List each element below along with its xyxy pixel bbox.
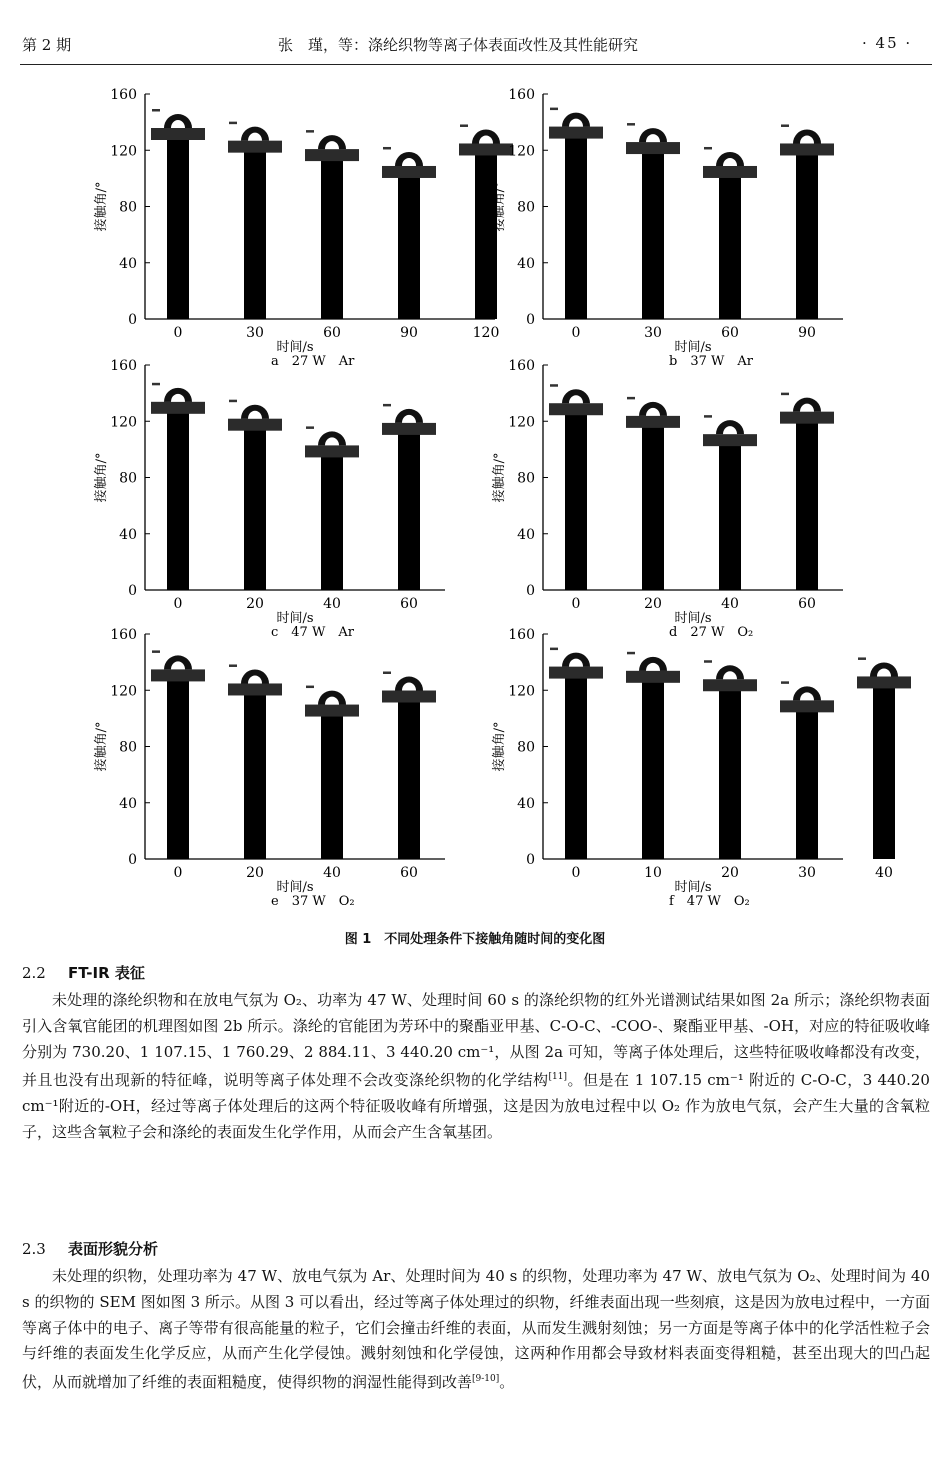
substrate-image — [305, 705, 359, 717]
chart-panel — [93, 627, 445, 909]
y-tick-label: 80 — [517, 199, 535, 216]
x-tick-label: 60 — [323, 325, 341, 341]
paragraph-text-cont: 。 — [499, 1373, 515, 1392]
scale-mark — [383, 404, 391, 407]
contact-angle-charts — [0, 70, 950, 950]
bar — [167, 413, 189, 590]
y-tick-label: 120 — [508, 414, 535, 431]
y-tick-label: 120 — [508, 683, 535, 700]
scale-mark — [152, 650, 160, 653]
x-tick-label: 120 — [472, 325, 500, 341]
x-tick-label: 60 — [721, 325, 739, 341]
substrate-image — [382, 691, 436, 703]
panel-subtitle: d 27 W O₂ — [669, 625, 754, 640]
scale-mark — [229, 122, 237, 125]
y-tick-label: 80 — [517, 739, 535, 756]
x-tick-label: 40 — [875, 865, 893, 881]
scale-mark — [550, 384, 558, 387]
y-tick-label: 0 — [526, 312, 535, 328]
y-axis-label: 接触角/° — [492, 181, 507, 232]
section-number: 2.2 — [22, 964, 46, 982]
x-axis-label: 时间/s — [276, 340, 314, 355]
scale-mark — [781, 393, 789, 396]
y-tick-label: 160 — [110, 87, 137, 103]
header-rule — [20, 64, 932, 65]
bar — [642, 153, 664, 319]
bar — [873, 687, 895, 859]
x-axis-label: 时间/s — [674, 880, 712, 895]
substrate-image — [780, 412, 834, 424]
scale-mark — [704, 660, 712, 663]
bar — [475, 154, 497, 319]
bar — [565, 414, 587, 590]
substrate-image — [228, 141, 282, 153]
substrate-image — [151, 669, 205, 681]
y-tick-label: 40 — [119, 255, 137, 272]
substrate-image — [305, 445, 359, 457]
x-tick-label: 30 — [644, 325, 662, 341]
section-number: 2.3 — [22, 1240, 46, 1258]
x-tick-label: 30 — [798, 865, 816, 881]
bar — [398, 702, 420, 860]
paragraph-morphology — [22, 1264, 930, 1396]
panel-subtitle: f 47 W O₂ — [669, 894, 750, 909]
scale-mark — [550, 648, 558, 651]
panel-subtitle: e 37 W O₂ — [271, 894, 355, 909]
bar — [642, 427, 664, 590]
bar — [796, 154, 818, 319]
substrate-image — [626, 416, 680, 428]
x-tick-label: 90 — [400, 325, 418, 341]
scale-mark — [152, 383, 160, 386]
x-tick-label: 10 — [644, 865, 662, 881]
y-tick-label: 40 — [517, 795, 535, 812]
scale-mark — [627, 652, 635, 655]
bar — [167, 139, 189, 319]
bar — [244, 430, 266, 590]
x-axis-label: 时间/s — [276, 611, 314, 626]
bar — [244, 694, 266, 859]
scale-mark — [306, 686, 314, 689]
x-tick-label: 0 — [173, 596, 183, 612]
scale-mark — [229, 400, 237, 403]
chart-panel — [491, 87, 843, 369]
paragraph-text: 未处理的织物，处理功率为 47 W、放电气氛为 Ar、处理时间为 40 s 的织物，处理功率为 47 W、放电气氛为 O₂、处理时间为 40 s 的织物的 SEM 图如图 3 所示。从图 3 可以看出，经过等离子体处理过的织物，纤维表面出现一些刻痕，这是因为放电过程中，一方面等离子体中的电子、离子等带有很高能量的粒子，它们会撞击纤维的表面，从而发生溅射刻蚀；另一方面是等离子体中的化学活性粒子会与纤维的表面发生化学反应，从而产生化学侵蚀。溅射刻蚀和化学侵蚀，这两种作用都会导致材料表面变得粗糙，甚至出现大的凹凸起伏，从而就增加了纤维的表面粗糙度，使得织物的润湿性能得到改善 — [22, 1267, 930, 1392]
scale-mark — [383, 147, 391, 150]
x-tick-label: 0 — [571, 596, 581, 612]
x-tick-label: 0 — [571, 865, 581, 881]
y-tick-label: 80 — [119, 199, 137, 216]
x-tick-label: 40 — [323, 865, 341, 881]
chart-panel — [491, 358, 843, 640]
y-tick-label: 0 — [526, 583, 535, 599]
substrate-image — [549, 127, 603, 139]
substrate-image — [151, 128, 205, 140]
x-tick-label: 40 — [323, 596, 341, 612]
scale-mark — [550, 108, 558, 111]
x-tick-label: 60 — [400, 596, 418, 612]
y-tick-label: 80 — [119, 739, 137, 756]
y-tick-label: 120 — [110, 143, 137, 160]
scale-mark — [306, 130, 314, 133]
bar — [244, 152, 266, 319]
x-tick-label: 20 — [644, 596, 662, 612]
substrate-image — [549, 667, 603, 679]
y-tick-label: 40 — [517, 255, 535, 272]
bar — [321, 160, 343, 319]
y-tick-label: 160 — [508, 627, 535, 643]
x-tick-label: 20 — [246, 865, 264, 881]
chart-panel — [93, 358, 445, 640]
section-heading-2-2 — [22, 962, 145, 983]
y-tick-label: 160 — [110, 627, 137, 643]
running-header-title: 张 瑾，等：涤纶织物等离子体表面改性及其性能研究 — [278, 36, 639, 54]
running-header-issue: 第 2 期 — [22, 36, 72, 54]
substrate-image — [703, 166, 757, 178]
x-tick-label: 60 — [400, 865, 418, 881]
paragraph-ftir — [22, 988, 930, 1146]
section-title: 表面形貌分析 — [68, 1240, 159, 1258]
y-axis-label: 接触角/° — [492, 452, 507, 503]
y-tick-label: 40 — [119, 526, 137, 543]
panel-subtitle: c 47 W Ar — [271, 625, 354, 640]
scale-mark — [627, 123, 635, 126]
y-tick-label: 0 — [526, 852, 535, 868]
x-tick-label: 20 — [246, 596, 264, 612]
scale-mark — [858, 657, 866, 660]
x-tick-label: 60 — [798, 596, 816, 612]
substrate-image — [382, 166, 436, 178]
scale-mark — [704, 147, 712, 150]
x-tick-label: 0 — [173, 865, 183, 881]
bar — [796, 423, 818, 590]
paragraph-text-cont: 。但是在 1 107.15 cm⁻¹ 附近的 C-O-C，3 440.20 cm⁻¹附近的-OH，经过等离子体处理后的这两个特征吸收峰有所增强，这是因为放电过程中以 O₂ 作为放电气氛，会产生大量的含氧粒子，这些含氧粒子会和涤纶的表面发生化学作用，从而会产生含氧基团。 — [22, 1071, 930, 1141]
substrate-image — [228, 419, 282, 431]
x-tick-label: 20 — [721, 865, 739, 881]
y-tick-label: 160 — [508, 87, 535, 103]
scale-mark — [781, 124, 789, 127]
bar — [398, 177, 420, 319]
y-axis-label: 接触角/° — [94, 452, 109, 503]
scale-mark — [229, 664, 237, 667]
y-tick-label: 40 — [517, 526, 535, 543]
paragraph-text: 未处理的涤纶织物和在放电气氛为 O₂、功率为 47 W、处理时间 60 s 的涤纶织物的红外光谱测试结果如图 2a 所示；涤纶织物表面引入含氧官能团的机理图如图 2b 所示。涤纶的官能团为芳环中的聚酯亚甲基、C-O-C、-COO-、聚酯亚甲基、-OH，对应的特征吸收峰分别为 730.20、1 107.15、1 760.29、2 884.11、3 440.20 cm⁻¹，从图 2a 可知，等离子体处理后，这些特征吸收峰都没有改变，并且也没有出现新的特征峰，说明等离子体处理不会改变涤纶织物的化学结构 — [22, 991, 930, 1090]
y-tick-label: 120 — [508, 143, 535, 160]
panel-subtitle: a 27 W Ar — [271, 354, 355, 369]
scale-mark — [704, 415, 712, 418]
y-tick-label: 160 — [110, 358, 137, 374]
x-axis-label: 时间/s — [674, 611, 712, 626]
x-tick-label: 30 — [246, 325, 264, 341]
bar — [167, 680, 189, 859]
figure-1 — [0, 70, 950, 950]
panel-subtitle: b 37 W Ar — [669, 354, 753, 369]
bar — [642, 682, 664, 859]
substrate-image — [228, 683, 282, 695]
y-axis-label: 接触角/° — [492, 721, 507, 772]
page-number: · 45 · — [862, 34, 913, 52]
figure-caption: 图 1 不同处理条件下接触角随时间的变化图 — [344, 932, 606, 947]
scale-mark — [306, 426, 314, 429]
section-title: FT-IR 表征 — [68, 964, 145, 982]
substrate-image — [780, 700, 834, 712]
y-tick-label: 40 — [119, 795, 137, 812]
y-tick-label: 80 — [517, 470, 535, 487]
substrate-image — [626, 142, 680, 154]
substrate-image — [780, 143, 834, 155]
substrate-image — [305, 149, 359, 161]
x-tick-label: 0 — [173, 325, 183, 341]
bar — [565, 678, 587, 859]
bar — [321, 456, 343, 590]
bar — [565, 138, 587, 319]
section-heading-2-3 — [22, 1238, 158, 1259]
chart-panel — [93, 87, 513, 369]
x-axis-label: 时间/s — [674, 340, 712, 355]
y-tick-label: 160 — [508, 358, 535, 374]
y-axis-label: 接触角/° — [94, 181, 109, 232]
bar — [719, 445, 741, 590]
substrate-image — [626, 671, 680, 683]
y-tick-label: 80 — [119, 470, 137, 487]
scale-mark — [383, 672, 391, 675]
x-axis-label: 时间/s — [276, 880, 314, 895]
bar — [719, 177, 741, 319]
substrate-image — [857, 676, 911, 688]
scale-mark — [627, 397, 635, 400]
scale-mark — [460, 124, 468, 127]
scale-mark — [152, 109, 160, 112]
substrate-image — [703, 679, 757, 691]
y-tick-label: 0 — [128, 583, 137, 599]
substrate-image — [382, 423, 436, 435]
substrate-image — [459, 143, 513, 155]
x-tick-label: 90 — [798, 325, 816, 341]
bar — [321, 716, 343, 859]
y-tick-label: 0 — [128, 852, 137, 868]
chart-panel — [491, 627, 911, 909]
y-tick-label: 120 — [110, 414, 137, 431]
scale-mark — [781, 681, 789, 684]
substrate-image — [703, 434, 757, 446]
bar — [796, 711, 818, 859]
bar — [719, 690, 741, 859]
x-tick-label: 0 — [571, 325, 581, 341]
y-tick-label: 120 — [110, 683, 137, 700]
substrate-image — [549, 403, 603, 415]
y-tick-label: 0 — [128, 312, 137, 328]
x-tick-label: 40 — [721, 596, 739, 612]
substrate-image — [151, 402, 205, 414]
citation[interactable]: [9-10] — [472, 1374, 500, 1385]
bar — [398, 434, 420, 590]
y-axis-label: 接触角/° — [94, 721, 109, 772]
citation[interactable]: [11] — [548, 1072, 568, 1083]
